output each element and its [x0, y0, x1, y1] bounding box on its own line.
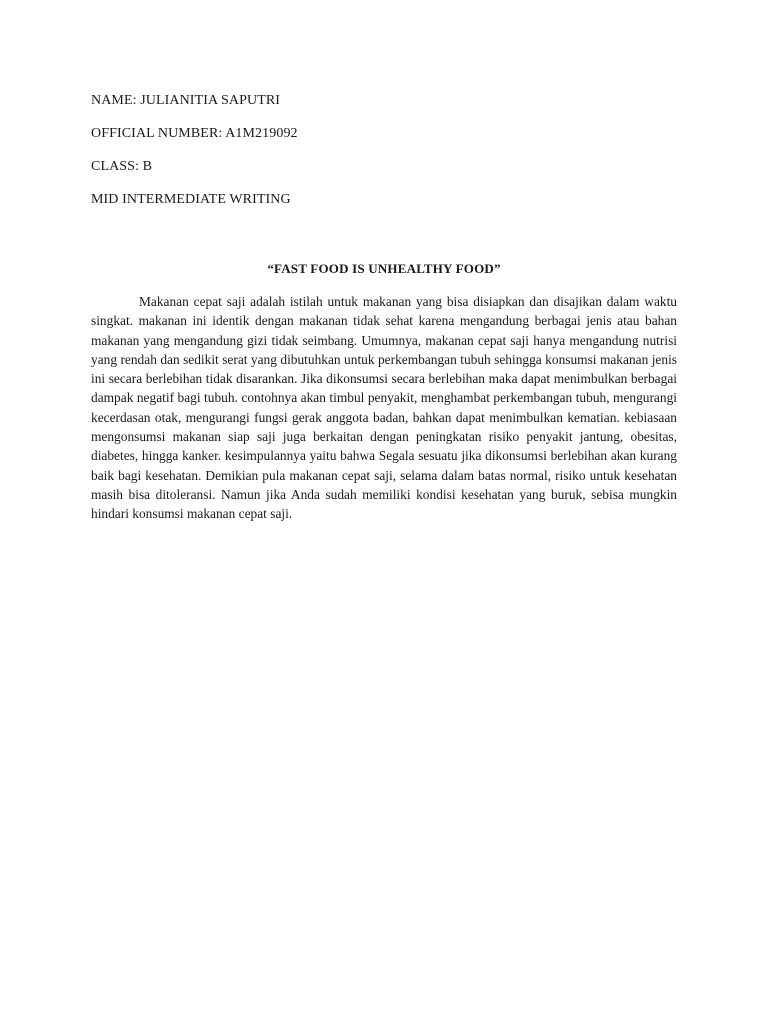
essay-paragraph: Makanan cepat saji adalah istilah untuk makanan yang bisa disiapkan dan disajikan dalam waktu singkat. makanan ini identik dengan makanan tidak sehat karena mengandung berbagai jenis atau bahan makanan yang mengandung gizi tidak seimbang. Umumnya, makanan cepat saji hanya mengandung nutrisi yang rendah dan sedikit serat yang dibutuhkan untuk perkembangan tubuh sehingga konsumsi makanan jenis ini secara berlebihan tidak disarankan. Jika dikonsumsi secara berlebihan maka dapat menimbulkan berbagai dampak negatif bagi tubuh. contohnya akan timbul penyakit, menghambat perkembangan tubuh, mengurangi kecerdasan otak, mengurangi fungsi gerak anggota badan, bahkan dapat menimbulkan kematian. kebiasaan mengonsumsi makanan siap saji juga berkaitan dengan peningkatan risiko penyakit jantung, obesitas, diabetes, hingga kanker. kesimpulannya yaitu bahwa Segala sesuatu jika dikonsumsi berlebihan akan kurang baik bagi kesehatan. Demikian pula makanan cepat saji, selama dalam batas normal, risiko untuk kesehatan masih bisa ditoleransi. Namun jika Anda sudah memiliki kondisi kesehatan yang buruk, sebisa mungkin hindari konsumsi makanan cepat saji.: [91, 294, 677, 522]
course-title: MID INTERMEDIATE WRITING: [91, 192, 291, 207]
class-label: CLASS: B: [91, 159, 153, 174]
essay-title: “FAST FOOD IS UNHEALTHY FOOD”: [267, 261, 501, 276]
official-number: OFFICIAL NUMBER: A1M219092: [91, 126, 298, 141]
student-name: NAME: JULIANITIA SAPUTRI: [91, 93, 281, 108]
student-info-header: [91, 93, 691, 225]
